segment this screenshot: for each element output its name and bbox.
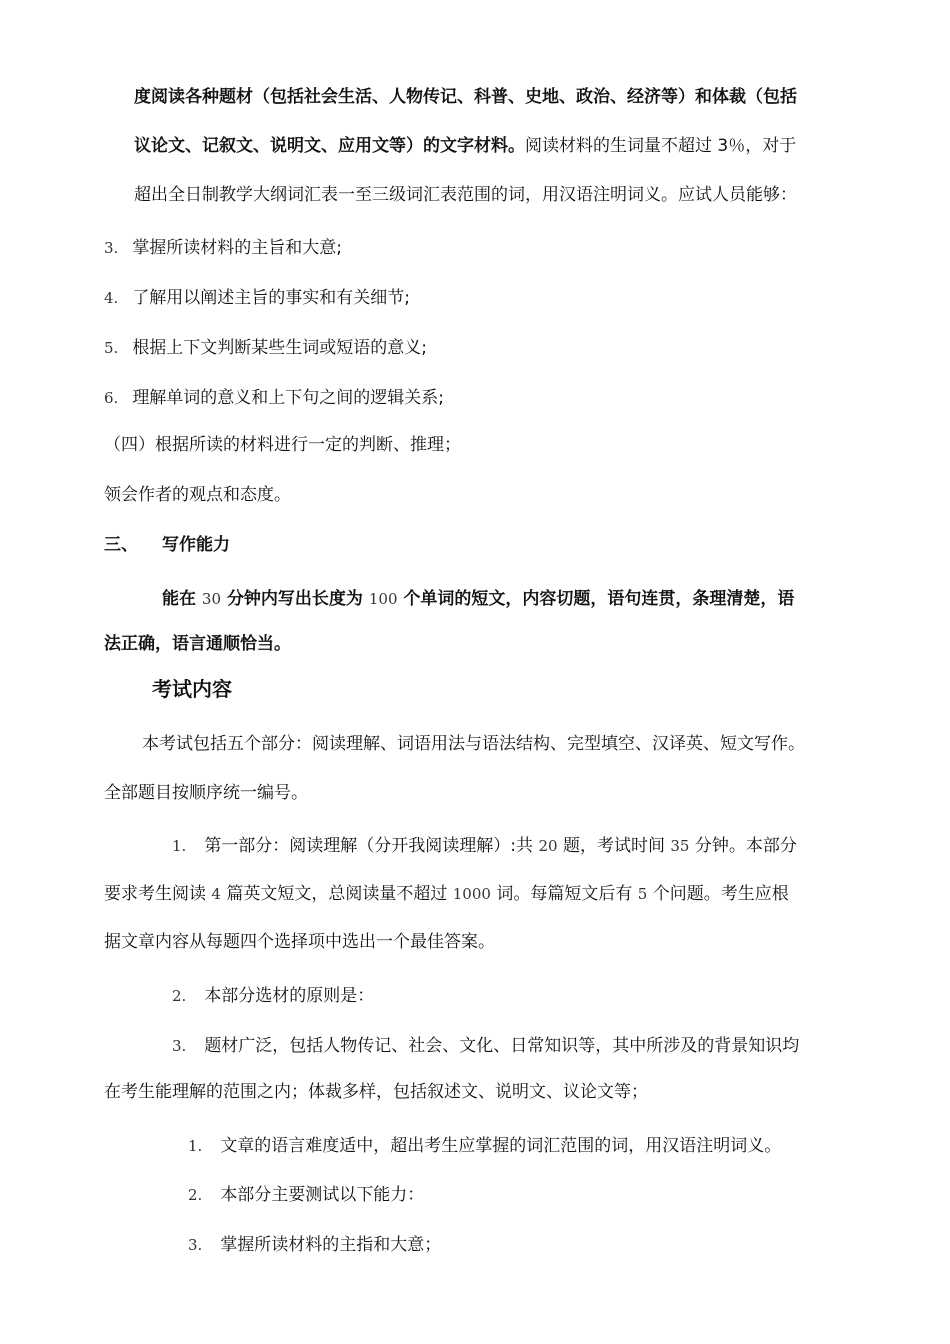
exam-para-line-2: 全部题目按顺序统一编号。 bbox=[104, 783, 308, 803]
list-item: 5. 根据上下文判断某些生词或短语的意义; bbox=[104, 338, 428, 358]
list-item: 3. 掌握所读材料的主指和大意； bbox=[188, 1235, 442, 1255]
list-item: 2. 本部分主要测试以下能力： bbox=[188, 1185, 425, 1205]
attitude-line: 领会作者的观点和态度。 bbox=[104, 485, 291, 505]
writing-para-line-1: 能在 30 分钟内写出长度为 100 个单词的短文，内容切题，语句连贯，条理清楚，语 bbox=[162, 589, 795, 609]
page-heading-exam-content: 考试内容 bbox=[152, 677, 232, 701]
intro-line-2: 议论文、记叙文、说明文、应用文等）的文字材料。阅读材料的生词量不超过 3％，对于 bbox=[134, 136, 797, 156]
list-item: 1. 文章的语言难度适中，超出考生应掌握的词汇范围的词，用汉语注明词义。 bbox=[188, 1136, 782, 1156]
judge-line: （四）根据所读的材料进行一定的判断、推理； bbox=[104, 435, 461, 455]
part1-line-1: 1. 第一部分：阅读理解（分开我阅读理解）:共 20 题，考试时间 35 分钟。本部分 bbox=[172, 836, 797, 856]
exam-para-line-1: 本考试包括五个部分：阅读理解、词语用法与语法结构、完型填空、汉译英、短文写作。 bbox=[142, 734, 805, 754]
list-item: 2. 本部分选材的原则是： bbox=[172, 986, 375, 1006]
list-item-continuation: 在考生能理解的范围之内；体裁多样，包括叙述文、说明文、议论文等； bbox=[104, 1082, 648, 1102]
list-item: 6. 理解单词的意义和上下句之间的逻辑关系; bbox=[104, 388, 445, 408]
part1-line-2: 要求考生阅读 4 篇英文短文，总阅读量不超过 1000 词。每篇短文后有 5 个问题。考生应根 bbox=[104, 884, 789, 904]
writing-para-line-2: 法正确，语言通顺恰当。 bbox=[104, 634, 291, 654]
intro-line-1: 度阅读各种题材（包括社会生活、人物传记、科普、史地、政治、经济等）和体裁（包括 bbox=[134, 87, 797, 107]
list-item: 3. 掌握所读材料的主旨和大意; bbox=[104, 238, 343, 258]
section-heading-writing: 三、 写作能力 bbox=[104, 535, 230, 555]
part1-line-3: 据文章内容从每题四个选择项中选出一个最佳答案。 bbox=[104, 932, 495, 952]
list-item: 3. 题材广泛，包括人物传记、社会、文化、日常知识等，其中所涉及的背景知识均 bbox=[172, 1036, 800, 1056]
intro-line-3: 超出全日制教学大纲词汇表一至三级词汇表范围的词，用汉语注明词义。应试人员能够： bbox=[134, 185, 797, 205]
list-item: 4. 了解用以阐述主旨的事实和有关细节; bbox=[104, 288, 411, 308]
